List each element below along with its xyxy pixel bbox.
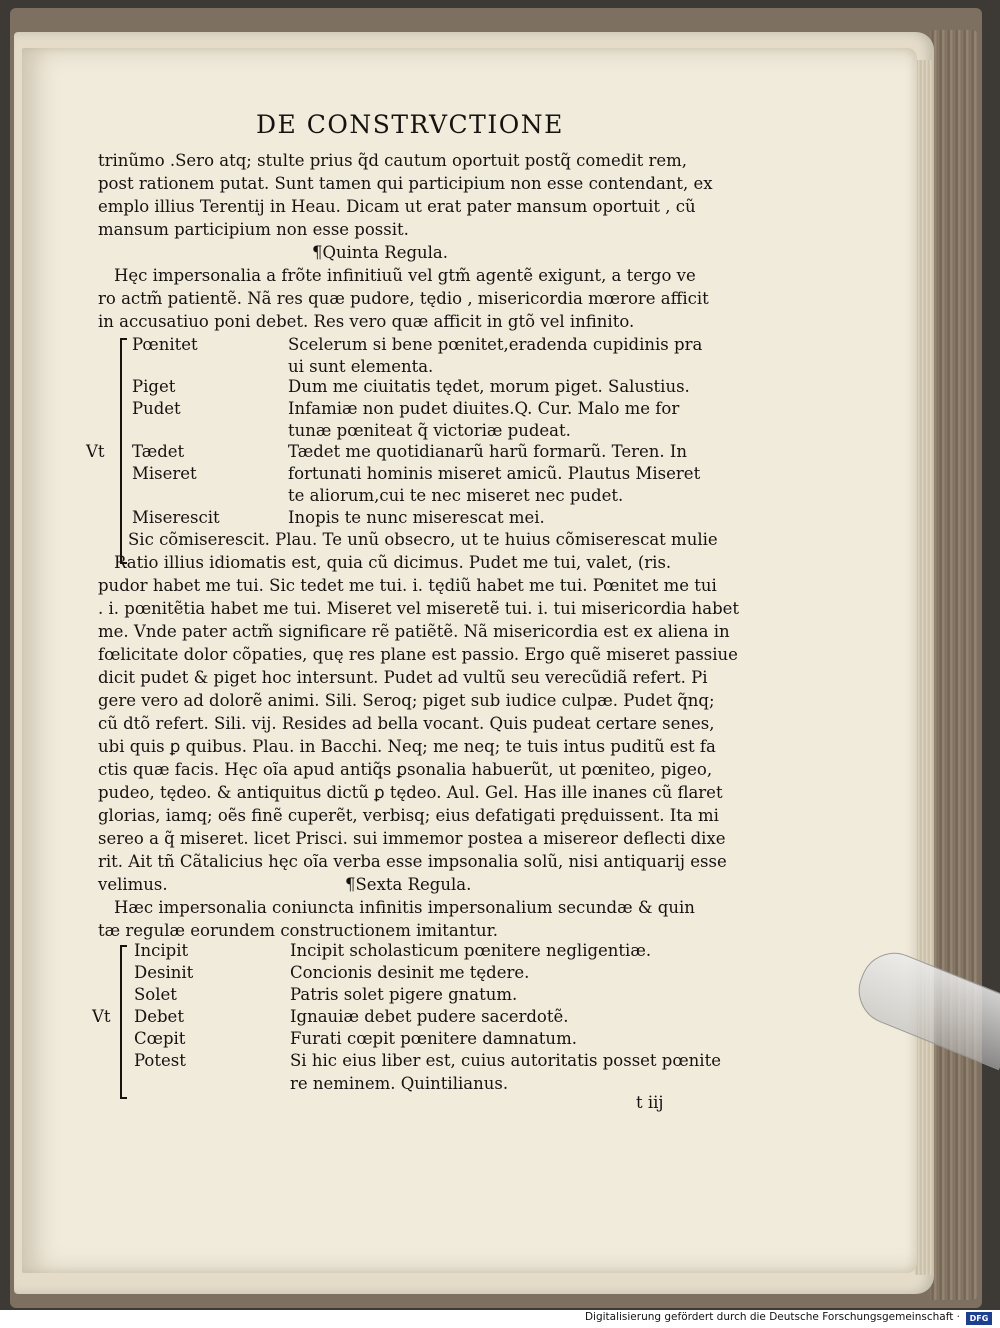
example-line: Tædet me quotidianarũ harũ formarũ. Teren. In xyxy=(288,442,688,461)
verb-label: Miseret xyxy=(132,464,197,483)
example-line: Si hic eius liber est, cuius autoritatis posset pœnite xyxy=(290,1051,721,1070)
text-line: ubi quis ꝑ quibus. Plau. in Bacchi. Neq; me neq; te tuis intus puditũ est fa xyxy=(98,737,716,756)
text-line: pudeo, tędeo. & antiquitus dictũ ꝑ tędeo. Aul. Gel. Has ille inanes cũ flaret xyxy=(98,783,723,802)
example-line: re neminem. Quintilianus. xyxy=(290,1074,509,1093)
verb-label: Debet xyxy=(134,1007,184,1026)
text-line: mansum participium non esse possit. xyxy=(98,220,409,239)
example-line: te aliorum,cui te nec miseret nec pudet. xyxy=(288,486,624,505)
text-line: me. Vnde pater actm̃ significare rẽ patiẽtẽ. Nã misericordia est ex aliena in xyxy=(98,622,730,641)
text-line: glorias, iamq; oẽs finẽ cuperẽt, verbisq; eius defatigati pręduissent. Ita mi xyxy=(98,806,719,825)
footer-credit: Digitalisierung gefördert durch die Deutsche Forschungsgemeinschaft · xyxy=(584,1311,960,1323)
example-line: Inopis te nunc miserescat mei. xyxy=(288,508,545,527)
verb-label: Tædet xyxy=(132,442,185,461)
text-line: fœlicitate dolor cõpaties, quę res plane est passio. Ergo quẽ miseret passiue xyxy=(98,645,738,664)
verb-label: Miserescit xyxy=(132,508,220,527)
vt-label: Vt xyxy=(86,442,105,461)
text-line: . i. pœnitẽtia habet me tui. Miseret vel miseretẽ tui. i. tui misericordia habet xyxy=(98,599,740,618)
example-line: Scelerum si bene pœnitet,eradenda cupidinis pra xyxy=(288,335,703,354)
text-line: sereo a q̃ miseret. licet Prisci. sui immemor postea a misereor deflecti dixe xyxy=(98,829,726,848)
text-line: cũ dtõ refert. Sili. vij. Resides ad bella vocant. Quis pudeat certare senes, xyxy=(98,714,715,733)
rule-title: ¶Sexta Regula. xyxy=(345,875,472,894)
page-edges xyxy=(915,60,933,1275)
example-line: fortunati hominis miseret amicũ. Plautus Miseret xyxy=(288,464,701,483)
verb-label: Cœpit xyxy=(134,1029,186,1048)
example-line: Furati cœpit pœnitere damnatum. xyxy=(290,1029,577,1048)
verb-label: Solet xyxy=(134,985,177,1004)
text-line: dicit pudet & piget hoc intersunt. Pudet ad vultũ seu verecũdiã refert. Pi xyxy=(98,668,708,687)
text-line: post rationem putat. Sunt tamen qui participium non esse contendant, ex xyxy=(98,174,713,193)
text-line: gere vero ad dolorẽ animi. Sili. Seroq; piget sub iudice culpæ. Pudet q̃nq; xyxy=(98,691,715,710)
text-line: Hæc impersonalia coniuncta infinitis impersonalium secundæ & quin xyxy=(114,898,695,917)
text-line: Ratio illius idiomatis est, quia cũ dicimus. Pudet me tui, valet, (ris. xyxy=(114,553,672,572)
text-line: trinũmo .Sero atq; stulte prius q̃d cautum oportuit postq̃ comedit rem, xyxy=(98,151,687,170)
bracket xyxy=(120,945,127,1099)
example-line: tunæ pœniteat q̃ victoriæ pudeat. xyxy=(288,421,571,440)
example-line: Infamiæ non pudet diuites.Q. Cur. Malo me for xyxy=(288,399,680,418)
dfg-logo: DFG xyxy=(966,1312,992,1325)
example-line: Dum me ciuitatis tędet, morum piget. Salustius. xyxy=(288,377,690,396)
verb-label: Incipit xyxy=(134,941,189,960)
text-line: pudor habet me tui. Sic tedet me tui. i. tędiũ habet me tui. Pœnitet me tui xyxy=(98,576,717,595)
verb-label: Potest xyxy=(134,1051,186,1070)
rule-title: ¶Quinta Regula. xyxy=(312,243,449,262)
text-line: tæ regulæ eorundem constructionem imitantur. xyxy=(98,921,498,940)
example-line: Incipit scholasticum pœnitere negligentiæ. xyxy=(290,941,652,960)
text-line: ctis quæ facis. Hęc oĩa apud antiq̃s ꝑsonalia habuerũt, ut pœniteo, pigeo, xyxy=(98,760,713,779)
verb-label: Piget xyxy=(132,377,176,396)
text-line: in accusatiuo poni debet. Res vero quæ afficit in gtõ vel infinito. xyxy=(98,312,635,331)
example-line: Ignauiæ debet pudere sacerdotẽ. xyxy=(290,1007,569,1026)
text-line: ro actm̃ patientẽ. Nã res quæ pudore, tędio , misericordia mœrore afficit xyxy=(98,289,709,308)
book-spine-edge xyxy=(930,30,978,1300)
signature-mark: t iij xyxy=(636,1093,664,1112)
verb-label: Pœnitet xyxy=(132,335,198,354)
verb-label: Pudet xyxy=(132,399,181,418)
example-line: Patris solet pigere gnatum. xyxy=(290,985,518,1004)
bracket xyxy=(120,338,127,564)
example-line: ui sunt elementa. xyxy=(288,357,434,376)
vt-label: Vt xyxy=(92,1007,111,1026)
page-heading: DE CONSTRVCTIONE xyxy=(256,110,564,139)
text-line: emplo illius Terentij in Heau. Dicam ut erat pater mansum oportuit , cũ xyxy=(98,197,696,216)
text-line: velimus. xyxy=(98,875,168,894)
example-line: Sic cõmiserescit. Plau. Te unũ obsecro, ut te huius cõmiserescat mulie xyxy=(128,530,718,549)
example-line: Concionis desinit me tędere. xyxy=(290,963,530,982)
verb-label: Desinit xyxy=(134,963,194,982)
text-line: rit. Ait tñ Cãtalicius hęc oĩa verba esse impsonalia solũ, nisi antiquarij esse xyxy=(98,852,727,871)
text-line: Hęc impersonalia a frõte infinitiuũ vel gtm̃ agentẽ exigunt, a tergo ve xyxy=(114,266,696,285)
